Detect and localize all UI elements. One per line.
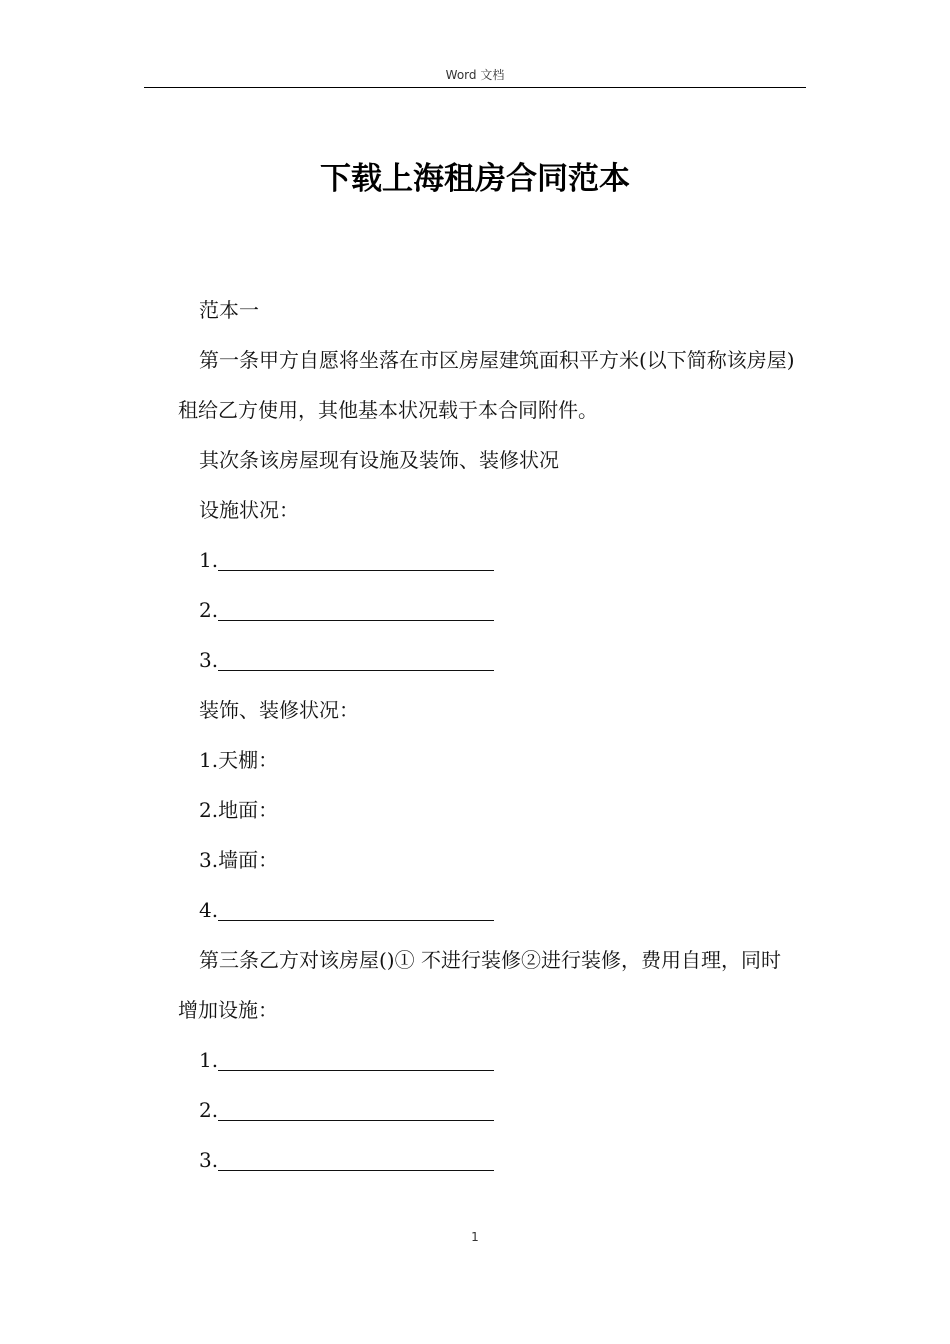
fill-in-line-item [178,585,798,635]
fill-in-line-item [178,635,798,685]
paragraph [178,485,798,535]
paragraph-text: 3. [199,1148,219,1172]
paragraph-text: 1.天棚： [199,748,279,772]
paragraph [178,685,798,735]
fill-in-blank [218,1100,494,1121]
paragraph-text: 2. [199,1098,219,1122]
paragraph-text: 3.墙面： [199,848,279,872]
fill-in-blank [218,900,494,921]
paragraph [178,435,798,485]
header-divider [144,87,806,88]
document-body [178,285,798,1185]
fill-in-line-item [178,1085,798,1135]
fill-in-blank [218,650,494,671]
paragraph [178,285,798,335]
document-title: 下载上海租房合同范本 [320,161,630,197]
paragraph-text: 其次条该房屋现有设施及装饰、装修状况 [199,448,559,472]
fill-in-line-item [178,885,798,935]
paragraph-text: 2.地面： [199,798,279,822]
fill-in-line-item [178,535,798,585]
fill-in-blank [218,550,494,571]
fill-in-line-item [178,1035,798,1085]
paragraph [178,735,798,785]
paragraph [178,835,798,885]
paragraph-text: 3. [199,648,219,672]
page-header: Word 文档 [445,68,505,82]
paragraph [178,785,798,835]
paragraph [178,935,798,1035]
paragraph-text: 1. [199,548,219,572]
paragraph-text: 1. [199,1048,219,1072]
paragraph-text: 第一条甲方自愿将坐落在市区房屋建筑面积平方米(以下简称该房屋)租给乙方使用，其他基本状况载于本合同附件。 [178,348,795,422]
fill-in-blank [218,1050,494,1071]
paragraph-text: 范本一 [199,298,259,322]
paragraph-text: 第三条乙方对该房屋()① 不进行装修②进行装修，费用自理，同时增加设施： [178,948,781,1022]
fill-in-blank [218,1150,494,1171]
fill-in-blank [218,600,494,621]
paragraph [178,335,798,435]
paragraph-text: 4. [199,898,219,922]
paragraph-text: 设施状况： [199,498,299,522]
page-number: 1 [471,1230,479,1244]
paragraph-text: 装饰、装修状况： [199,698,359,722]
fill-in-line-item [178,1135,798,1185]
paragraph-text: 2. [199,598,219,622]
